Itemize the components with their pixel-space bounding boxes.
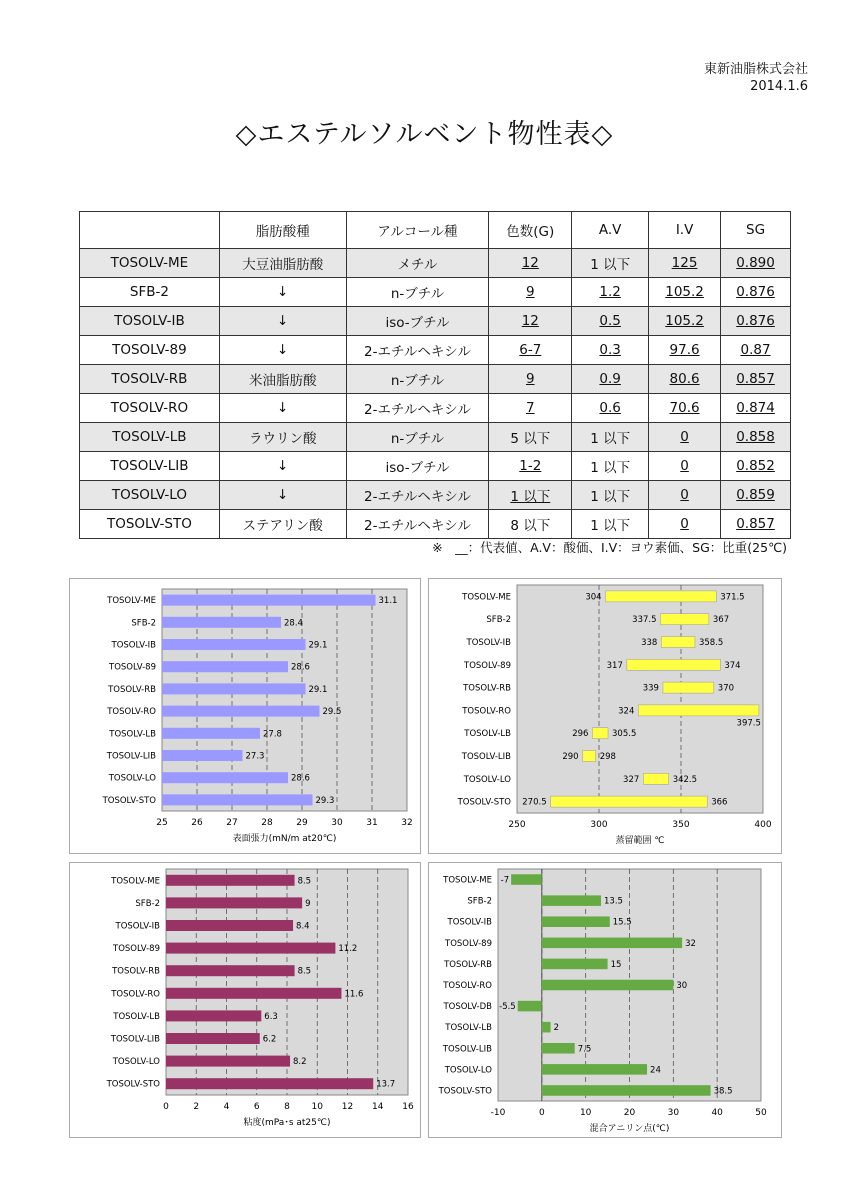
surface-tension-chart: [69, 578, 421, 854]
row-name-cell: TOSOLV-ME: [80, 249, 220, 278]
bar: [518, 1001, 542, 1012]
range-low-label: 337.5: [632, 615, 657, 626]
header-alcohol: アルコール種: [346, 212, 489, 249]
value-label: 11.2: [338, 944, 358, 955]
row-name-cell: TOSOLV-IB: [80, 307, 220, 336]
category-label: TOSOLV-LIB: [106, 751, 156, 762]
range-low-label: 327: [623, 774, 640, 785]
value-label: 13.5: [604, 896, 623, 907]
bar: [542, 1022, 551, 1033]
row-color-cell: 5 以下: [489, 423, 572, 452]
table-header-row: [80, 212, 791, 249]
category-label: TOSOLV-LO: [463, 774, 511, 785]
category-label: TOSOLV-LB: [464, 729, 511, 740]
value-label: 29.5: [322, 707, 342, 718]
x-tick-label: -10: [490, 1108, 506, 1118]
x-tick-label: 30: [667, 1108, 680, 1118]
table-row: [80, 249, 791, 278]
value-label: 29.1: [308, 684, 328, 695]
value-label: 15.5: [612, 917, 632, 928]
range-high-label: 367: [712, 615, 730, 626]
row-color-cell: 6-7: [489, 336, 572, 365]
row-sg-cell: 0.874: [721, 394, 791, 423]
row-iv-cell: 80.6: [649, 365, 721, 394]
bar: [542, 895, 601, 906]
row-iv-cell: 105.2: [649, 307, 721, 336]
row-av-cell: 1 以下: [572, 249, 649, 278]
row-alcohol-cell: n-ブチル: [346, 365, 489, 394]
document-date: 2014.1.6: [750, 79, 808, 94]
table-row: [80, 278, 791, 307]
bar: [542, 980, 674, 991]
bar: [542, 938, 682, 949]
value-label: 6.3: [264, 1011, 278, 1022]
x-tick-label: 31: [366, 818, 378, 828]
value-label: 11.6: [344, 989, 364, 1000]
range-high-label: 366: [711, 797, 728, 808]
range-high-label: 358.5: [698, 638, 724, 648]
value-label: 29.1: [308, 640, 328, 651]
surface-tension-chart-svg: [70, 579, 420, 853]
range-high-label: 342.5: [672, 774, 698, 785]
row-fatty-acid-cell: ↓: [219, 452, 346, 481]
bar: [166, 1010, 261, 1021]
x-tick-label: 16: [402, 1102, 414, 1112]
row-color-cell: 12: [489, 249, 572, 278]
row-sg-cell: 0.87: [721, 336, 791, 365]
range-bar: [643, 773, 668, 784]
range-bar: [638, 705, 759, 716]
row-name-cell: TOSOLV-LB: [80, 423, 220, 452]
bar: [166, 965, 295, 976]
row-sg-cell: 0.858: [721, 423, 791, 452]
range-bar: [661, 614, 709, 625]
aniline-point-chart-svg: [429, 863, 781, 1137]
table-row: [80, 510, 791, 539]
range-high-label: 371.5: [720, 592, 745, 603]
category-label: TOSOLV-RB: [108, 684, 156, 695]
row-color-cell: 1 以下: [489, 481, 572, 510]
category-label: TOSOLV-ME: [443, 875, 492, 886]
row-iv-cell: 0: [649, 481, 721, 510]
row-color-cell: 12: [489, 307, 572, 336]
bar: [166, 875, 295, 886]
header-av: A.V: [572, 212, 649, 249]
range-low-label: 317: [606, 660, 623, 671]
x-tick-label: 12: [341, 1102, 354, 1112]
row-name-cell: SFB-2: [80, 278, 220, 307]
company-block: [704, 61, 808, 95]
x-tick-label: 25: [156, 818, 168, 828]
category-label: TOSOLV-89: [113, 944, 160, 955]
category-label: SFB-2: [135, 898, 160, 909]
value-label: 28.6: [291, 773, 310, 784]
range-bar: [661, 637, 695, 648]
row-iv-cell: 97.6: [649, 336, 721, 365]
row-fatty-acid-cell: ↓: [219, 307, 346, 336]
bar: [166, 1056, 290, 1067]
row-iv-cell: 0: [649, 452, 721, 481]
category-label: TOSOLV-RO: [462, 706, 511, 717]
range-low-label: 324: [618, 706, 635, 717]
table-row: [80, 481, 791, 510]
row-iv-cell: 105.2: [649, 278, 721, 307]
row-sg-cell: 0.876: [721, 307, 791, 336]
category-label: TOSOLV-RB: [112, 966, 160, 977]
category-label: TOSOLV-LB: [445, 1023, 492, 1034]
row-av-cell: 0.9: [572, 365, 649, 394]
row-alcohol-cell: 2-エチルヘキシル: [346, 394, 489, 423]
category-label: TOSOLV-LB: [113, 1011, 160, 1022]
range-high-label: 305.5: [612, 729, 637, 740]
row-av-cell: 0.5: [572, 307, 649, 336]
range-high-label: 370: [717, 683, 735, 694]
bar: [542, 1085, 711, 1096]
range-high-label: 298: [599, 752, 616, 762]
value-label: 27.8: [263, 729, 282, 740]
category-label: TOSOLV-STO: [438, 1086, 492, 1097]
row-fatty-acid-cell: ↓: [219, 394, 346, 423]
value-label: 9: [305, 898, 311, 909]
row-av-cell: 1.2: [572, 278, 649, 307]
range-low-label: 339: [642, 683, 659, 694]
bar: [162, 639, 306, 650]
company-name: 東新油脂株式会社: [703, 62, 808, 77]
header-color: 色数(G): [489, 212, 572, 249]
range-high-label: 397.5: [736, 718, 761, 729]
category-label: TOSOLV-LB: [109, 729, 156, 740]
value-label: 15: [610, 959, 622, 970]
row-sg-cell: 0.876: [721, 278, 791, 307]
category-label: TOSOLV-STO: [106, 1079, 160, 1090]
x-tick-label: 20: [623, 1108, 636, 1118]
bar: [166, 897, 302, 908]
row-av-cell: 1 以下: [572, 452, 649, 481]
header-corner-cell: [80, 212, 220, 249]
row-sg-cell: 0.859: [721, 481, 791, 510]
category-label: TOSOLV-ME: [111, 876, 160, 887]
row-fatty-acid-cell: ステアリン酸: [219, 510, 346, 539]
bar: [162, 595, 376, 606]
bar: [162, 794, 313, 805]
x-tick-label: 28: [261, 818, 273, 828]
category-label: TOSOLV-RB: [463, 683, 511, 694]
row-av-cell: 1 以下: [572, 423, 649, 452]
category-label: TOSOLV-89: [464, 660, 511, 671]
category-label: TOSOLV-IB: [466, 638, 511, 648]
table-row: [80, 336, 791, 365]
value-label: 8.2: [293, 1057, 307, 1068]
row-fatty-acid-cell: ↓: [219, 336, 346, 365]
table-row: [80, 365, 791, 394]
row-alcohol-cell: n-ブチル: [346, 423, 489, 452]
value-label: 2: [553, 1023, 560, 1034]
category-label: TOSOLV-ME: [107, 596, 156, 607]
row-fatty-acid-cell: ↓: [219, 278, 346, 307]
category-label: TOSOLV-LIB: [442, 1044, 492, 1055]
table-body: [80, 249, 791, 539]
bar: [162, 683, 306, 694]
bar: [162, 661, 288, 672]
distillation-range-chart: [428, 578, 782, 854]
row-alcohol-cell: 2-エチルヘキシル: [346, 481, 489, 510]
header-iv: I.V: [649, 212, 721, 249]
row-iv-cell: 0: [649, 510, 721, 539]
bar: [166, 988, 341, 999]
value-label: 6.2: [262, 1034, 277, 1045]
property-table: [79, 211, 791, 539]
value-label: 13.7: [376, 1079, 396, 1090]
category-label: TOSOLV-89: [445, 938, 492, 949]
row-alcohol-cell: 2-エチルヘキシル: [346, 336, 489, 365]
x-tick-label: 0: [163, 1102, 169, 1112]
value-label: -5.5: [499, 1002, 516, 1013]
row-sg-cell: 0.857: [721, 510, 791, 539]
table-row: [80, 394, 791, 423]
value-label: 28.4: [284, 618, 303, 629]
row-color-cell: 9: [489, 365, 572, 394]
row-fatty-acid-cell: 米油脂肪酸: [219, 365, 346, 394]
category-label: TOSOLV-IB: [447, 917, 492, 928]
x-tick-label: 0: [538, 1108, 545, 1118]
value-label: 8.5: [297, 966, 312, 977]
range-bar: [663, 682, 714, 693]
x-tick-label: 8: [284, 1102, 290, 1112]
range-low-label: 270.5: [522, 797, 547, 808]
x-tick-label: 10: [311, 1102, 323, 1112]
value-label: 8.5: [297, 876, 312, 887]
table-note: ※ __：代表値、A.V：酸価、I.V：ヨウ素価、SG：比重(25℃): [432, 540, 787, 555]
range-low-label: 304: [585, 592, 602, 603]
category-label: SFB-2: [486, 615, 511, 626]
row-iv-cell: 125: [649, 249, 721, 278]
x-tick-label: 300: [590, 820, 608, 830]
bar: [166, 920, 293, 931]
range-bar: [592, 728, 608, 739]
page-title: ◇エステルソルベント物性表◇: [235, 119, 614, 150]
bar: [162, 617, 281, 628]
x-tick-label: 50: [755, 1108, 767, 1118]
table-row: [80, 423, 791, 452]
bar: [162, 750, 243, 761]
category-label: TOSOLV-DB: [443, 1002, 492, 1013]
row-fatty-acid-cell: 大豆油脂肪酸: [219, 249, 346, 278]
row-alcohol-cell: n-ブチル: [346, 278, 489, 307]
category-label: TOSOLV-IB: [111, 640, 156, 651]
value-label: 31.1: [378, 596, 398, 607]
row-name-cell: TOSOLV-LO: [80, 481, 220, 510]
viscosity-chart-svg: [70, 863, 420, 1137]
category-label: TOSOLV-STO: [102, 795, 156, 806]
value-label: 8.4: [296, 921, 310, 932]
x-tick-label: 30: [331, 818, 343, 828]
range-bar: [583, 751, 596, 762]
value-label: 30: [676, 981, 688, 991]
x-tick-label: 2: [193, 1102, 200, 1112]
row-iv-cell: 0: [649, 423, 721, 452]
range-bar: [551, 796, 708, 807]
category-label: TOSOLV-89: [109, 662, 156, 673]
row-fatty-acid-cell: ↓: [219, 481, 346, 510]
range-low-label: 296: [572, 729, 589, 740]
range-bar: [606, 591, 717, 602]
range-bar: [627, 659, 720, 670]
row-alcohol-cell: iso-ブチル: [346, 452, 489, 481]
bar: [162, 772, 288, 783]
value-label: 24: [650, 1065, 661, 1076]
x-axis-label: 蒸留範囲 ℃: [615, 836, 665, 846]
row-sg-cell: 0.857: [721, 365, 791, 394]
category-label: TOSOLV-LO: [108, 773, 156, 784]
table-row: [80, 452, 791, 481]
value-label: 38.5: [713, 1086, 733, 1097]
bar: [166, 943, 335, 954]
category-label: SFB-2: [131, 618, 156, 629]
x-tick-label: 40: [711, 1108, 723, 1118]
header-fatty-acid: 脂肪酸種: [219, 212, 346, 249]
row-av-cell: 1 以下: [572, 481, 649, 510]
bar: [542, 1043, 575, 1054]
x-tick-label: 6: [253, 1102, 260, 1112]
x-tick-label: 400: [754, 820, 772, 830]
row-color-cell: 8 以下: [489, 510, 572, 539]
row-name-cell: TOSOLV-RO: [80, 394, 220, 423]
bar: [166, 1033, 260, 1044]
bar: [162, 706, 320, 717]
category-label: TOSOLV-RO: [107, 707, 156, 718]
bar: [162, 728, 260, 739]
bar: [511, 874, 542, 885]
viscosity-chart: [69, 862, 421, 1138]
distillation-range-chart-svg: [429, 579, 781, 853]
x-axis-label: 粘度(mPa･s at25℃): [243, 1118, 331, 1128]
row-iv-cell: 70.6: [649, 394, 721, 423]
x-tick-label: 350: [672, 820, 690, 830]
x-tick-label: 14: [372, 1102, 384, 1112]
value-label: -7: [500, 875, 510, 886]
row-sg-cell: 0.852: [721, 452, 791, 481]
row-av-cell: 0.6: [572, 394, 649, 423]
x-tick-label: 4: [223, 1102, 230, 1112]
x-axis-label: 表面張力(mN/m at20℃): [232, 834, 337, 844]
bar: [542, 959, 608, 970]
row-alcohol-cell: 2-エチルヘキシル: [346, 510, 489, 539]
bar: [542, 1064, 647, 1075]
bar: [166, 1078, 373, 1089]
category-label: TOSOLV-LO: [444, 1065, 492, 1076]
row-sg-cell: 0.890: [721, 249, 791, 278]
category-label: TOSOLV-RO: [443, 981, 492, 991]
row-color-cell: 7: [489, 394, 572, 423]
row-name-cell: TOSOLV-STO: [80, 510, 220, 539]
category-label: TOSOLV-LO: [112, 1057, 160, 1068]
category-label: TOSOLV-ME: [462, 592, 511, 603]
row-color-cell: 1-2: [489, 452, 572, 481]
category-label: TOSOLV-IB: [115, 921, 160, 932]
row-name-cell: TOSOLV-RB: [80, 365, 220, 394]
row-av-cell: 0.3: [572, 336, 649, 365]
x-tick-label: 32: [401, 818, 413, 828]
x-tick-label: 10: [579, 1108, 592, 1118]
row-fatty-acid-cell: ラウリン酸: [219, 423, 346, 452]
x-tick-label: 29: [296, 818, 308, 828]
category-label: TOSOLV-RB: [444, 959, 492, 970]
bar: [542, 916, 610, 927]
row-name-cell: TOSOLV-89: [80, 336, 220, 365]
x-tick-label: 27: [226, 818, 238, 828]
category-label: TOSOLV-LIB: [461, 752, 511, 762]
value-label: 28.6: [291, 662, 310, 673]
row-alcohol-cell: メチル: [346, 249, 489, 278]
value-label: 27.3: [245, 751, 265, 762]
table-row: [80, 307, 791, 336]
x-tick-label: 26: [191, 818, 203, 828]
value-label: 32: [685, 938, 696, 949]
row-color-cell: 9: [489, 278, 572, 307]
category-label: SFB-2: [467, 896, 492, 907]
row-av-cell: 1 以下: [572, 510, 649, 539]
header-sg: SG: [721, 212, 791, 249]
category-label: TOSOLV-RO: [111, 989, 160, 1000]
x-axis-label: 混合アニリン点(℃): [589, 1124, 670, 1134]
x-tick-label: 250: [508, 820, 526, 830]
category-label: TOSOLV-LIB: [110, 1034, 160, 1045]
value-label: 29.3: [315, 795, 335, 806]
aniline-point-chart: [428, 862, 782, 1138]
value-label: 7.5: [577, 1044, 592, 1055]
range-low-label: 338: [641, 638, 658, 648]
row-name-cell: TOSOLV-LIB: [80, 452, 220, 481]
category-label: TOSOLV-STO: [457, 797, 511, 808]
row-alcohol-cell: iso-ブチル: [346, 307, 489, 336]
range-low-label: 290: [562, 752, 579, 762]
range-high-label: 374: [724, 660, 741, 671]
